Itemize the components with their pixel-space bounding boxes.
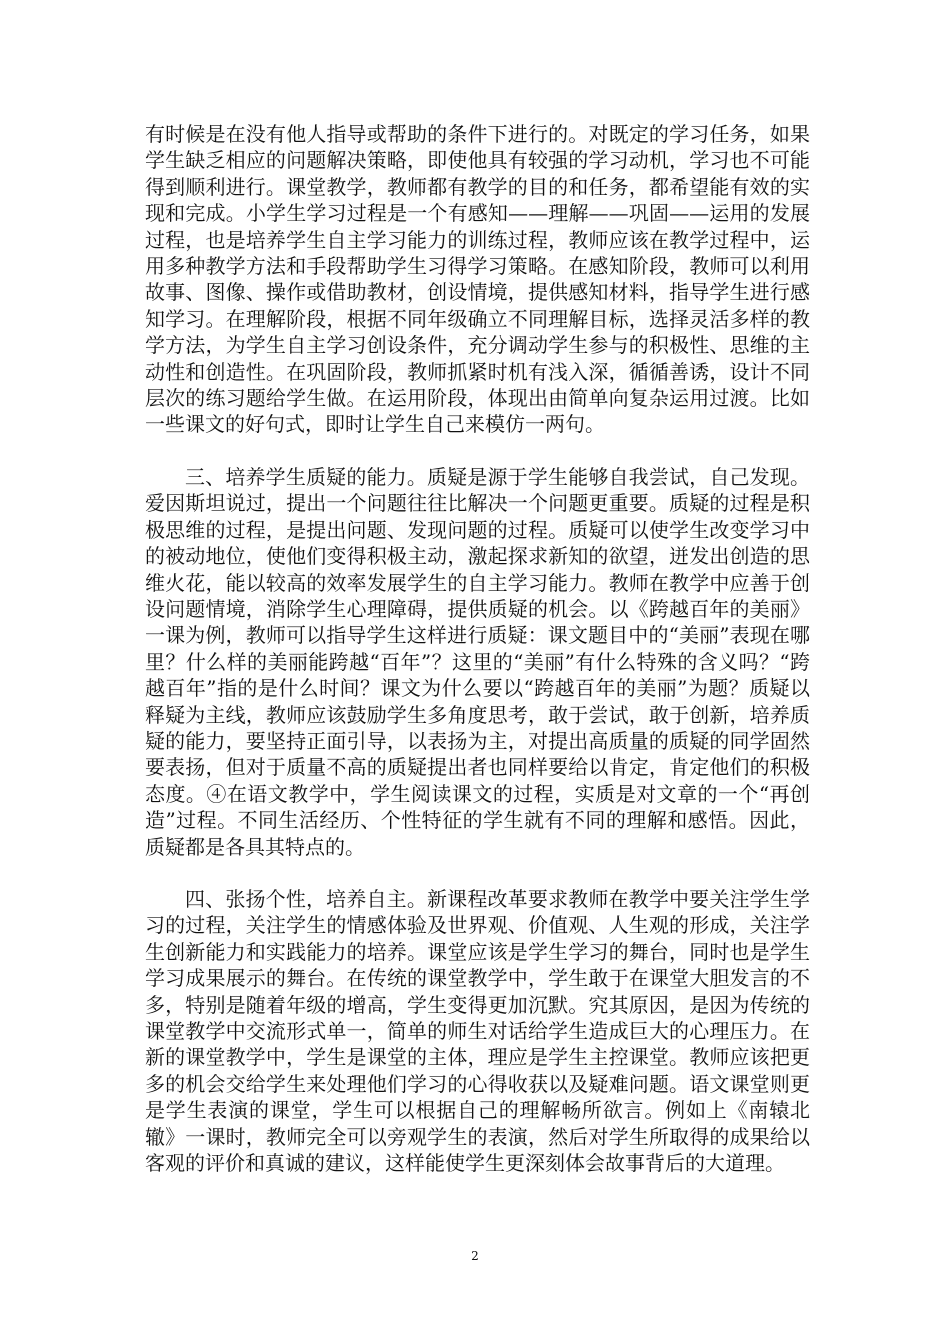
- paragraph-learning-strategy: 有时候是在没有他人指导或帮助的条件下进行的。对既定的学习任务，如果学生缺乏相应的问题解决策略，即使他具有较强的学习动机，学习也不可能得到顺利进行。课堂教学，教师都有教学的目的和任务，都希望能有效的实现和完成。小学生学习过程是一个有感知——理解——巩固——运用的发展过程，也是培养学生自主学习能力的训练过程，教师应该在教学过程中，运用多种教学方法和手段帮助学生习得学习策略。在感知阶段，教师可以利用故事、图像、操作或借助教材，创设情境，提供感知材料，指导学生进行感知学习。在理解阶段，根据不同年级确立不同理解目标，选择灵活多样的教学方法，为学生自主学习创设条件，充分调动学生参与的积极性、思维的主动性和创造性。在巩固阶段，教师抓紧时机有浅入深，循循善诱，设计不同层次的练习题给学生做。在运用阶段，体现出由简单向复杂运用过渡。比如一些课文的好句式，即时让学生自己来模仿一两句。: [145, 122, 810, 437]
- paragraph-individuality: 四、张扬个性，培养自主。新课程改革要求教师在教学中要关注学生学习的过程，关注学生的情感体验及世界观、价值观、人生观的形成，关注学生创新能力和实践能力的培养。课堂应该是学生学习的舞台，同时也是学生学习成果展示的舞台。在传统的课堂教学中，学生敢于在课堂大胆发言的不多，特别是随着年级的增高，学生变得更加沉默。究其原因，是因为传统的课堂教学中交流形式单一，简单的师生对话给学生造成巨大的心理压力。在新的课堂教学中，学生是课堂的主体，理应是学生主控课堂。教师应该把更多的机会交给学生来处理他们学习的心得收获以及疑难问题。语文课堂则更是学生表演的课堂，学生可以根据自己的理解畅所欲言。例如上《南辕北辙》一课时，教师完全可以旁观学生的表演，然后对学生所取得的成果给以客观的评价和真诚的建议，这样能使学生更深刻体会故事背后的大道理。: [145, 886, 810, 1176]
- paragraph-questioning-ability: 三、培养学生质疑的能力。质疑是源于学生能够自我尝试，自己发现。爱因斯坦说过，提出一个问题往往比解决一个问题更重要。质疑的过程是积极思维的过程，是提出问题、发现问题的过程。质疑可以使学生改变学习中的被动地位，使他们变得积极主动，激起探求新知的欲望，迸发出创造的思维火花，能以较高的效率发展学生的自主学习能力。教师在教学中应善于创设问题情境，消除学生心理障碍，提供质疑的机会。以《跨越百年的美丽》一课为例，教师可以指导学生这样进行质疑：课文题目中的“美丽”表现在哪里？什么样的美丽能跨越“百年”？这里的“美丽”有什么特殊的含义吗？“跨越百年”指的是什么时间？课文为什么要以“跨越百年的美丽”为题？质疑以释疑为主线，教师应该鼓励学生多角度思考，敢于尝试，敢于创新，培养质疑的能力，要坚持正面引导，以表扬为主，对提出高质量的质疑的同学固然要表扬，但对于质量不高的质疑提出者也同样要给以肯定，肯定他们的积极态度。④在语文教学中，学生阅读课文的过程，实质是对文章的一个“再创造”过程。不同生活经历、个性特征的学生就有不同的理解和感悟。因此，质疑都是各具其特点的。: [145, 464, 810, 859]
- page-number: 2: [471, 1249, 479, 1263]
- document-body: [145, 121, 810, 1176]
